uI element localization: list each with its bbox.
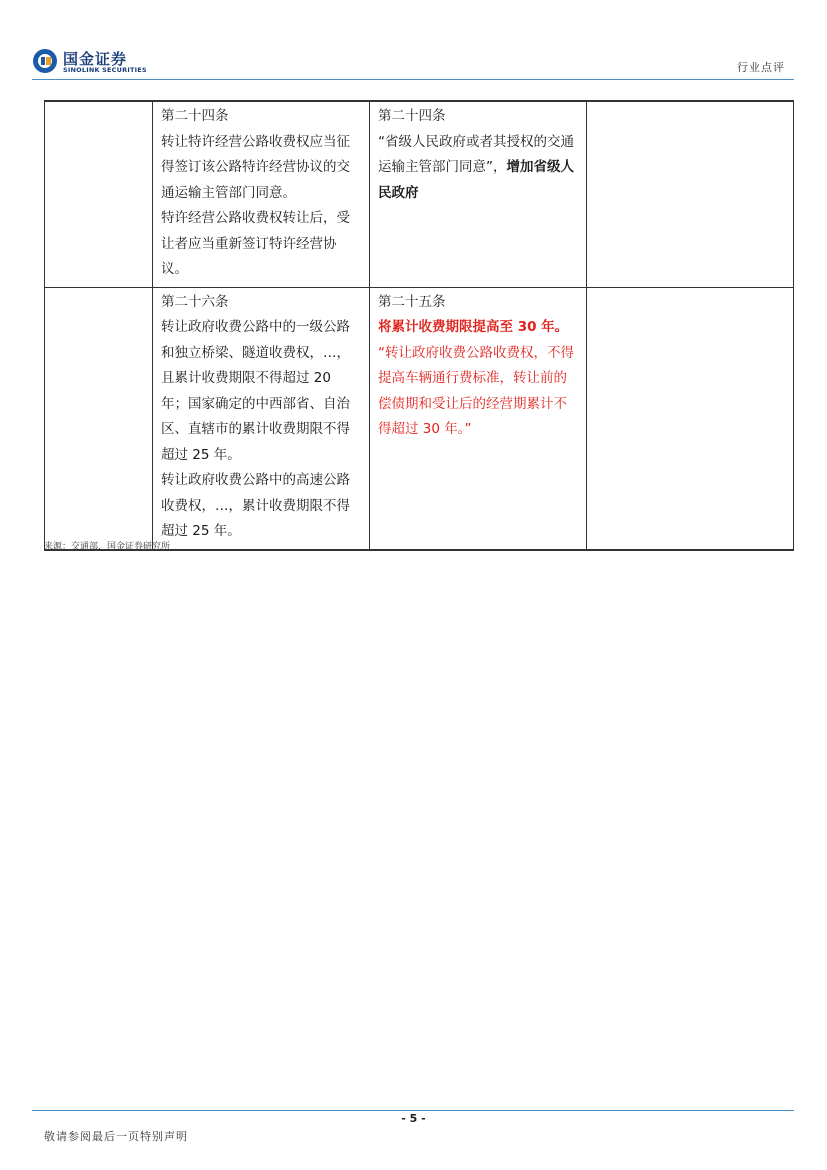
- page-number: - 5 -: [401, 1112, 426, 1125]
- article-quote: “转让政府收费公路收费权，不得提高车辆通行费标准，转让前的偿债期和受让后的经营期累计不得超过 30 年。”: [378, 344, 574, 437]
- article-text: 转让政府收费公路中的一级公路和独立桥梁、隧道收费权，…，且累计收费期限不得超过 20 年；国家确定的中西部省、自治区、直辖市的累计收费期限不得超过 25 年。: [161, 319, 350, 463]
- article-text: 转让政府收费公路中的高速公路收费权，…，累计收费期限不得超过 25 年。: [161, 472, 350, 539]
- table-cell-revised: [370, 101, 587, 287]
- article-heading: 第二十四条: [378, 108, 446, 124]
- logo-chinese-name: 国金证券: [63, 50, 128, 68]
- table-cell-category: [45, 101, 153, 287]
- article-text: “省级人民政府或者其授权的交通运输主管部门同意”，: [378, 133, 574, 175]
- article-heading: 第二十六条: [161, 293, 229, 310]
- disclaimer-note: 敬请参阅最后一页特别声明: [44, 1130, 188, 1143]
- table-cell-comment: [587, 101, 794, 287]
- change-summary: 增加省级人民政府: [378, 159, 574, 201]
- article-text: 转让特许经营公路收费权应当征得签订该公路特许经营协议的交通运输主管部门同意。: [161, 133, 350, 201]
- table-cell-original: [153, 101, 370, 287]
- logo-english-name: SINOLINK SECURITIES: [63, 66, 147, 74]
- comparison-table: [44, 100, 794, 551]
- change-summary: 将累计收费期限提高至 30 年。: [378, 319, 569, 335]
- article-heading: 第二十五条: [378, 293, 446, 310]
- table-cell-revised: [370, 287, 587, 550]
- table-row: [45, 287, 794, 550]
- table-cell-original: [153, 287, 370, 550]
- sinolink-logo-icon: [32, 48, 58, 74]
- page-header: [0, 0, 827, 80]
- report-section-label: 行业点评: [737, 61, 785, 74]
- footer-divider: [32, 1110, 794, 1111]
- header-divider: [32, 79, 794, 80]
- table-cell-category: [45, 287, 153, 550]
- table-source-note: 来源：交通部，国金证券研究所: [44, 542, 171, 552]
- table-row: [45, 101, 794, 287]
- table-cell-comment: [587, 287, 794, 550]
- article-heading: 第二十四条: [161, 108, 229, 124]
- article-text: 特许经营公路收费权转让后，受让者应当重新签订特许经营协议。: [161, 210, 350, 277]
- company-logo: [32, 48, 157, 78]
